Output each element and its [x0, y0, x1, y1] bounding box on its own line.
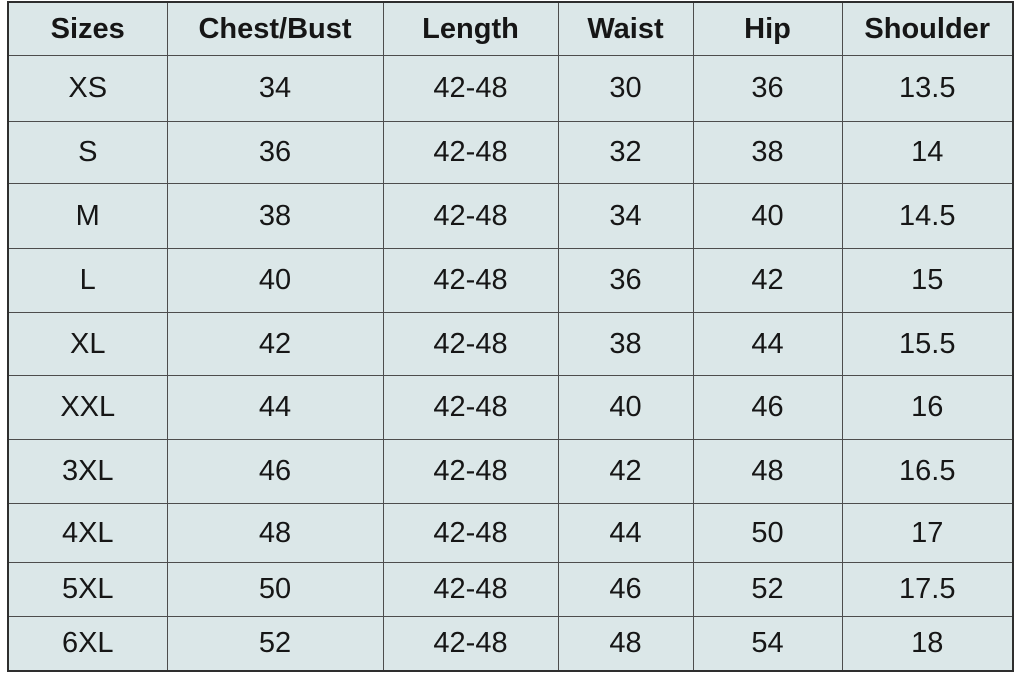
column-header-shoulder: Shoulder [842, 2, 1013, 56]
chest-bust-cell: 42 [167, 313, 383, 376]
chest-bust-cell: 40 [167, 249, 383, 313]
waist-cell: 32 [558, 122, 693, 184]
length-cell: 42-48 [383, 563, 558, 617]
hip-cell: 42 [693, 249, 842, 313]
waist-cell: 38 [558, 313, 693, 376]
size-cell: M [8, 184, 167, 249]
length-cell: 42-48 [383, 56, 558, 122]
hip-cell: 46 [693, 376, 842, 440]
length-cell: 42-48 [383, 617, 558, 671]
hip-cell: 50 [693, 504, 842, 563]
chest-bust-cell: 50 [167, 563, 383, 617]
table-row [8, 376, 1013, 440]
table-body [8, 56, 1013, 671]
shoulder-cell: 13.5 [842, 56, 1013, 122]
length-cell: 42-48 [383, 122, 558, 184]
table-row [8, 122, 1013, 184]
table-row [8, 440, 1013, 504]
shoulder-cell: 16 [842, 376, 1013, 440]
hip-cell: 54 [693, 617, 842, 671]
header-row [8, 2, 1013, 56]
hip-cell: 40 [693, 184, 842, 249]
hip-cell: 36 [693, 56, 842, 122]
column-header-waist: Waist [558, 2, 693, 56]
length-cell: 42-48 [383, 249, 558, 313]
shoulder-cell: 17.5 [842, 563, 1013, 617]
length-cell: 42-48 [383, 440, 558, 504]
chest-bust-cell: 34 [167, 56, 383, 122]
shoulder-cell: 14.5 [842, 184, 1013, 249]
length-cell: 42-48 [383, 376, 558, 440]
waist-cell: 44 [558, 504, 693, 563]
hip-cell: 52 [693, 563, 842, 617]
table-row [8, 563, 1013, 617]
table-row [8, 504, 1013, 563]
waist-cell: 40 [558, 376, 693, 440]
size-cell: L [8, 249, 167, 313]
table-row [8, 56, 1013, 122]
size-cell: XS [8, 56, 167, 122]
size-cell: 3XL [8, 440, 167, 504]
shoulder-cell: 15.5 [842, 313, 1013, 376]
shoulder-cell: 15 [842, 249, 1013, 313]
size-cell: 6XL [8, 617, 167, 671]
hip-cell: 38 [693, 122, 842, 184]
hip-cell: 48 [693, 440, 842, 504]
waist-cell: 48 [558, 617, 693, 671]
chest-bust-cell: 44 [167, 376, 383, 440]
length-cell: 42-48 [383, 313, 558, 376]
chest-bust-cell: 46 [167, 440, 383, 504]
waist-cell: 36 [558, 249, 693, 313]
table-row [8, 617, 1013, 671]
table-row [8, 184, 1013, 249]
size-chart-container [7, 1, 1014, 672]
shoulder-cell: 16.5 [842, 440, 1013, 504]
shoulder-cell: 17 [842, 504, 1013, 563]
hip-cell: 44 [693, 313, 842, 376]
column-header-length: Length [383, 2, 558, 56]
size-cell: S [8, 122, 167, 184]
length-cell: 42-48 [383, 184, 558, 249]
size-chart-table [7, 1, 1014, 672]
length-cell: 42-48 [383, 504, 558, 563]
shoulder-cell: 14 [842, 122, 1013, 184]
column-header-sizes: Sizes [8, 2, 167, 56]
table-row [8, 249, 1013, 313]
waist-cell: 30 [558, 56, 693, 122]
chest-bust-cell: 48 [167, 504, 383, 563]
chest-bust-cell: 36 [167, 122, 383, 184]
table-row [8, 313, 1013, 376]
waist-cell: 34 [558, 184, 693, 249]
size-cell: XXL [8, 376, 167, 440]
waist-cell: 46 [558, 563, 693, 617]
shoulder-cell: 18 [842, 617, 1013, 671]
chest-bust-cell: 38 [167, 184, 383, 249]
column-header-chest-bust: Chest/Bust [167, 2, 383, 56]
waist-cell: 42 [558, 440, 693, 504]
size-cell: 5XL [8, 563, 167, 617]
size-cell: XL [8, 313, 167, 376]
chest-bust-cell: 52 [167, 617, 383, 671]
column-header-hip: Hip [693, 2, 842, 56]
size-cell: 4XL [8, 504, 167, 563]
